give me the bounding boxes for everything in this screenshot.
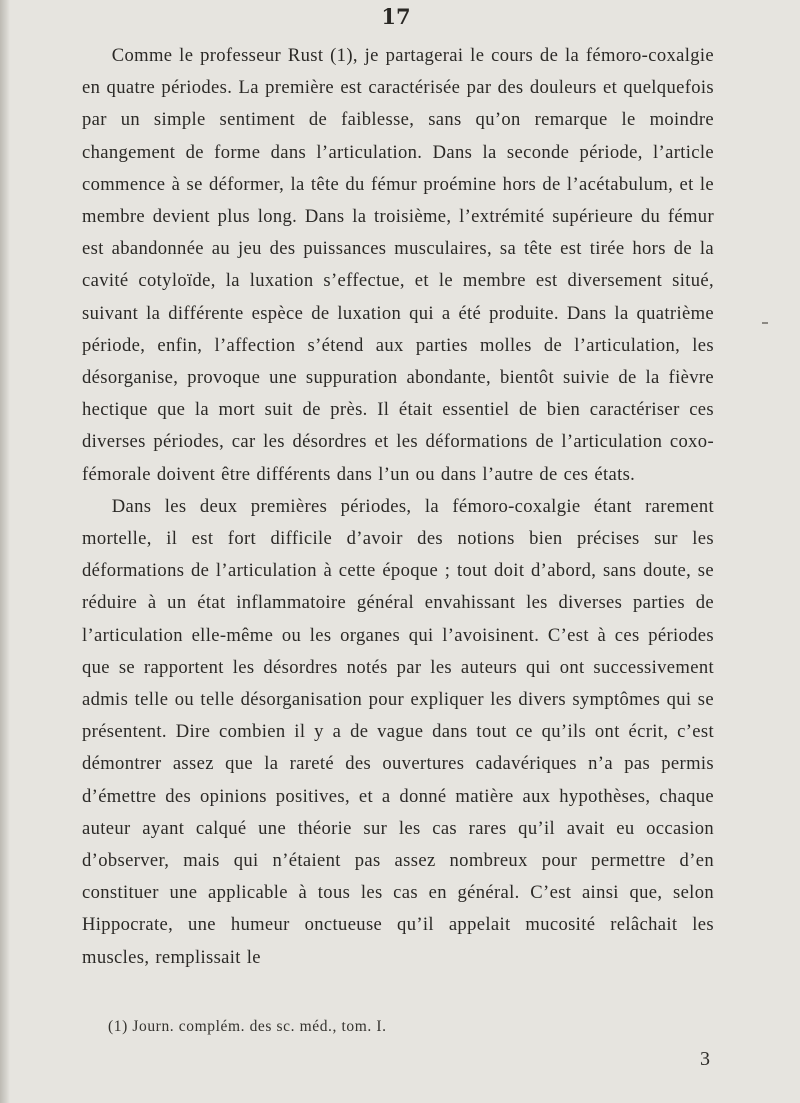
paragraph-1: Comme le professeur Rust (1), je partagerai le cours de la fémoro-coxalgie en quatre périodes. La première est caractérisée par des douleurs et quelquefois par un simple sentiment de faiblesse, sans qu’on remarque le moindre changement de forme dans l’articulation. Dans la seconde période, l’article commence à se déformer, la tête du fémur proémine hors de l’acétabulum, et le membre devient plus long. Dans la troisième, l’extrémité supérieure du fémur est abandonnée au jeu des puissances musculaires, sa tête est tirée hors de la cavité cotyloïde, la luxation s’effectue, et le membre est diversement situé, suivant la différente espèce de luxation qui a été produite. Dans la quatrième période, enfin, l’affection s’étend aux parties molles de l’articulation, les désorganise, provoque une suppuration abondante, bientôt suivie de la fièvre hectique que la mort suit de près. Il était essentiel de bien caractériser ces diverses périodes, car les désordres et les déformations de l’articulation coxo-fémorale doivent être différents dans l’un ou dans l’autre de ces états. [82, 45, 714, 485]
footnote: (1) Journ. complém. des sc. méd., tom. I. [108, 1018, 387, 1035]
spine-shadow [0, 0, 10, 1103]
margin-speck [762, 322, 768, 324]
body-text [82, 40, 714, 974]
signature-mark: 3 [700, 1048, 710, 1070]
paragraph-2: Dans les deux premières périodes, la fémoro-coxalgie étant rarement mortelle, il est fort difficile d’avoir des notions bien précises sur les déformations de l’articulation à cette époque ; tout doit d’abord, sans doute, se réduire à un état inflammatoire général envahissant les diverses parties de l’articulation elle-même ou les organes qui l’avoisinent. C’est à ces périodes que se rapportent les désordres notés par les auteurs qui ont successivement admis telle ou telle désorganisation pour expliquer les divers symptômes qui se présentent. Dire combien il y a de vague dans tout ce qu’ils ont écrit, c’est démontrer assez que la rareté des ouvertures cadavériques n’a pas permis d’émettre des opinions positives, et a donné matière aux hypothèses, chaque auteur ayant calqué une théorie sur les cas rares qu’il avait eu occasion d’observer, mais qui n’étaient pas assez nombreux pour permettre d’en constituer une applicable à tous les cas en général. C’est ainsi que, selon Hippocrate, une humeur onctueuse qu’il appelait mucosité relâchait les muscles, remplissait le [82, 495, 714, 968]
page-number: 17 [381, 4, 411, 29]
